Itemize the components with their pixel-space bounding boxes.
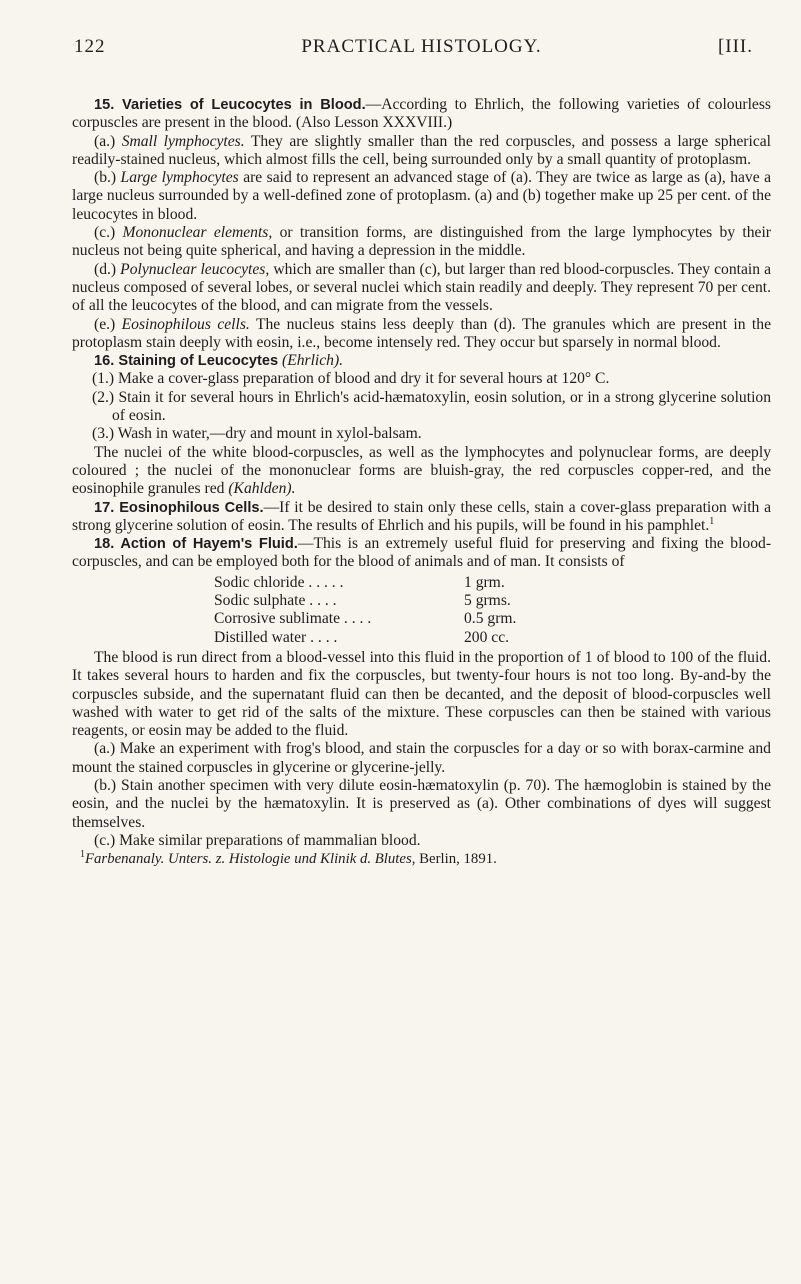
procedure-step: (1.) Make a cover-glass preparation of blood and dry it for several hours at 120° C. — [92, 370, 610, 388]
section-15 — [72, 96, 771, 133]
paragraph: The blood is run direct from a blood-vessel into this fluid in the proportion of 1 of blood to 100 of the fluid. It takes several hours to harden and fix the corpuscles, but twenty-four hours is not too long. By-and-by the corpuscles subside, and the supernatant fluid can then be decanted, and the deposit of blood-corpuscles well washed with water to get rid of the salts of the mixture. These corpuscles can then be stained with various reagents, or eosin may be added to the fluid. — [72, 648, 771, 740]
section-16-heading: 16. Staining of Leucocytes — [94, 353, 279, 370]
formula-table — [214, 574, 516, 647]
list-item: (e.) Eosinophilous cells. The nucleus stains less deeply than (d). The granules which are present in the protoplasm stain deeply with eosin, i.e., become intensely red. They occur but sparsely in normal blood. — [72, 315, 771, 351]
list-item: (b.) Large lymphocytes are said to represent an advanced stage of (a). They are twice as large as (a), have a large nucleus surrounded by a well-defined zone of protoplasm. (a) and (b) together make up 25 per cent. of the leucocytes in blood. — [72, 169, 771, 223]
procedure-step: (3.) Wash in water,—dry and mount in xylol-balsam. — [92, 425, 422, 443]
paragraph: The nuclei of the white blood-corpuscles, as well as the lymphocytes and polynuclear forms, are deeply coloured ; the nuclei of the mononuclear forms are bluish-gray, the red corpuscles copper-red, and the eosinophile granules red (Kahlden). — [72, 443, 771, 498]
section-17-heading: 17. Eosinophilous Cells. — [94, 499, 264, 516]
term: Mononuclear elements, — [122, 224, 273, 242]
section-18: 18. Action of Hayem's Fluid.—This is an extremely useful fluid for preserving and fixing the blood-corpuscles, and can be employed both for the blood of animals and of man. It consists of — [72, 535, 772, 571]
page-header — [72, 36, 771, 62]
term: Large lymphocytes — [120, 169, 239, 187]
section-15-intro: —According to Ehrlich, the following varieties of colourless corpuscles are present in the blood. (Also Lesson XXXVIII.) — [72, 96, 771, 132]
section-18-heading: 18. Action of Hayem's Fluid. — [94, 536, 298, 553]
section-16-attribution: (Ehrlich). — [282, 352, 344, 370]
term: Polynuclear leucocytes, — [120, 260, 270, 278]
page-body — [72, 96, 771, 868]
list-item: (a.) Small lymphocytes. They are slightly smaller than the red corpuscles, and possess a large spherical readily-stained nucleus, which almost fills the cell, being surrounded only by a small quantity of protoplasm. — [72, 132, 772, 168]
table-row: Distilled water . . . . 200 cc. — [214, 628, 510, 646]
running-title: PRACTICAL HISTOLOGY. — [301, 36, 542, 57]
term: Small lymphocytes. — [121, 132, 245, 150]
list-item: (a.) Make an experiment with frog's blood, and stain the corpuscles for a day or so with borax-carmine and mount the stained corpuscles in glycerine or glycerine-jelly. — [72, 740, 771, 776]
section-marker: [III. — [717, 36, 753, 57]
table-row: Corrosive sublimate . . . . 0.5 grm. — [214, 610, 517, 628]
page-number: 122 — [74, 36, 106, 57]
footnote-marker: 1 — [709, 515, 715, 527]
citation: (Kahlden). — [228, 480, 296, 498]
section-15-heading: 15. Varieties of Leucocytes in Blood. — [94, 97, 366, 113]
list-item: (d.) Polynuclear leucocytes, which are smaller than (c), but larger than red blood-corpuscles. They contain a nucleus composed of several lobes, or several nuclei which stain readily and deeply. They represent 70 per cent. of all the leucocytes of the blood, and can migrate from the vessels. — [72, 260, 771, 315]
footnote: $^1$Farbenanaly. Unters. z. Histologie und Klinik d. Blutes, Berlin, 1891. — [80, 849, 497, 868]
section-17: 17. Eosinophilous Cells.—If it be desired to stain only these cells, stain a cover-glass preparation with a strong glycerine solution of eosin. The results of Ehrlich and his pupils, will be found in his pamphlet.$^1$ — [72, 498, 771, 534]
footnote-title: Farbenanaly. Unters. z. Histologie und Klinik d. Blutes — [85, 851, 412, 868]
section-16 — [72, 352, 771, 370]
list-item: (b.) Stain another specimen with very dilute eosin-hæmatoxylin (p. 70). The hæmoglobin is stained by the eosin, and the nuclei by the hæmatoxylin. It is preserved as (a). Other combinations of dyes will suggest themselves. — [72, 776, 771, 831]
procedure-step: (2.) Stain it for several hours in Ehrlich's acid-hæmatoxylin, eosin solution, or in a strong glycerine solution of eosin. — [92, 388, 771, 425]
list-item: (c.) Make similar preparations of mammalian blood. — [94, 831, 421, 849]
table-row: Sodic chloride . . . . . 1 grm. — [214, 573, 505, 591]
table-row: Sodic sulphate . . . . 5 grms. — [214, 592, 511, 610]
term: Eosinophilous cells. — [121, 315, 250, 333]
list-item: (c.) Mononuclear elements, or transition forms, are distinguished from the large lymphocytes by their nucleus not being quite spherical, and having a depression in the middle. — [72, 224, 771, 260]
